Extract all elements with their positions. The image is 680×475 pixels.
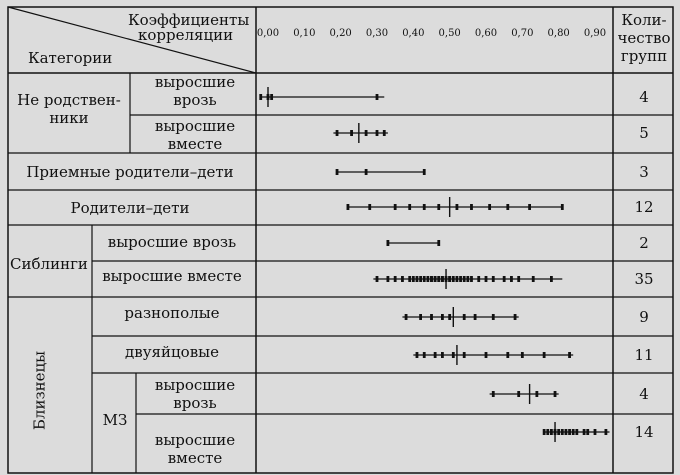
data-point [416, 276, 419, 282]
group-nonrelatives-line2: ники [49, 109, 89, 127]
data-point [434, 276, 437, 282]
data-point [561, 204, 564, 210]
data-point [426, 276, 429, 282]
data-point [506, 352, 509, 358]
header-count-line1: Коли- [621, 11, 667, 29]
data-point [387, 276, 390, 282]
row-label-9-line2: вместе [167, 449, 223, 467]
group-count-value: 14 [634, 423, 654, 441]
row-label-5: выросшие вместе [102, 267, 242, 285]
data-point [557, 429, 560, 435]
data-point [485, 276, 488, 282]
data-point [459, 276, 462, 282]
data-point [463, 276, 466, 282]
x-tick-label: 0,20 [329, 28, 352, 39]
data-point [532, 276, 535, 282]
row-label-9-line1: выросшие [154, 431, 236, 449]
data-point [477, 276, 480, 282]
data-point [466, 276, 469, 282]
group-siblings-label: Сиблинги [10, 255, 88, 273]
data-point [492, 391, 495, 397]
row-label-8-line2: врозь [173, 394, 217, 412]
x-tick-label: 0,90 [583, 28, 607, 39]
group-count-value: 4 [639, 385, 649, 403]
data-point [517, 391, 520, 397]
group-count-value: 4 [639, 88, 649, 106]
x-tick-label: 0,10 [293, 28, 316, 39]
row-label-1-line2: вместе [167, 135, 223, 153]
data-point [430, 314, 433, 320]
data-point [492, 314, 495, 320]
data-point [376, 94, 379, 100]
data-point [535, 391, 538, 397]
data-point [394, 204, 397, 210]
data-point [365, 169, 368, 175]
data-point [568, 352, 571, 358]
data-point [347, 204, 350, 210]
row-label-3: Родители–дети [70, 199, 190, 217]
data-point [528, 204, 531, 210]
group-count-value: 9 [639, 308, 649, 326]
data-point [350, 130, 353, 136]
data-point [456, 204, 459, 210]
group-count-value: 11 [634, 346, 654, 364]
header-count-line2: чество [617, 29, 671, 47]
data-point [463, 314, 466, 320]
group-count-value: 2 [639, 234, 649, 252]
data-point [575, 429, 578, 435]
data-point [383, 130, 386, 136]
data-point [474, 314, 477, 320]
data-point [561, 429, 564, 435]
row-label-0-line2: врозь [173, 91, 217, 109]
data-point [448, 276, 451, 282]
data-point [412, 276, 415, 282]
data-point [594, 429, 597, 435]
data-point [550, 276, 553, 282]
data-point [423, 169, 426, 175]
data-point [485, 352, 488, 358]
data-point [441, 276, 444, 282]
data-point [463, 352, 466, 358]
group-mz-label: МЗ [102, 411, 128, 429]
row-label-1-line1: выросшие [154, 117, 236, 135]
data-point [430, 276, 433, 282]
data-point [448, 314, 451, 320]
data-point [416, 352, 419, 358]
data-point [554, 391, 557, 397]
group-count-value: 35 [634, 270, 654, 288]
x-tick-label: 0,80 [547, 28, 570, 39]
data-point [336, 169, 339, 175]
header-coefficients-label: Коэффициенты [128, 11, 250, 29]
data-point [488, 204, 491, 210]
data-point [550, 429, 553, 435]
data-point [401, 276, 404, 282]
data-point [510, 276, 513, 282]
data-point [568, 429, 571, 435]
data-point [517, 276, 520, 282]
group-count-value: 3 [639, 163, 649, 181]
data-point [437, 276, 440, 282]
data-point [543, 429, 546, 435]
data-point [546, 429, 549, 435]
data-point [586, 429, 589, 435]
data-point [565, 429, 568, 435]
row-label-6: разнополые [124, 304, 220, 322]
data-point [376, 276, 379, 282]
data-point [583, 429, 586, 435]
data-point [452, 352, 455, 358]
group-count-value: 5 [639, 124, 649, 142]
data-point [437, 240, 440, 246]
data-point [408, 204, 411, 210]
row-label-0-line1: выросшие [154, 73, 236, 91]
data-point [506, 204, 509, 210]
x-tick-label: 0,60 [474, 28, 498, 39]
data-point [419, 276, 422, 282]
group-nonrelatives-line1: Не родствен- [17, 91, 121, 109]
data-point [434, 352, 437, 358]
data-point [423, 352, 426, 358]
data-point [408, 276, 411, 282]
x-tick-label: 0,30 [365, 28, 389, 39]
data-point [470, 204, 473, 210]
data-point [259, 94, 262, 100]
data-point [270, 94, 273, 100]
data-point [492, 276, 495, 282]
data-point [605, 429, 608, 435]
data-point [365, 130, 368, 136]
data-point [336, 130, 339, 136]
data-point [423, 276, 426, 282]
header-count-line3: групп [620, 47, 668, 65]
data-point [437, 204, 440, 210]
data-point [543, 352, 546, 358]
x-tick-label: 0,40 [402, 28, 425, 39]
header-categories-label: Категории [28, 49, 113, 67]
row-label-4: выросшие врозь [107, 233, 237, 251]
group-twins-label: Близнецы [30, 350, 49, 431]
row-label-2: Приемные родители–дети [26, 163, 234, 181]
x-tick-label: 0,00 [256, 28, 280, 39]
data-point [503, 276, 506, 282]
row-label-7: двуяйцовые [125, 343, 219, 361]
data-point [387, 240, 390, 246]
data-point [441, 352, 444, 358]
data-point [419, 314, 422, 320]
data-point [514, 314, 517, 320]
data-point [368, 204, 371, 210]
data-point [452, 276, 455, 282]
row-label-8-line1: выросшие [154, 376, 236, 394]
data-point [521, 352, 524, 358]
data-point [394, 276, 397, 282]
x-tick-label: 0,70 [511, 28, 534, 39]
data-point [376, 130, 379, 136]
group-count-value: 12 [634, 198, 654, 216]
data-point [572, 429, 575, 435]
x-tick-label: 0,50 [438, 28, 461, 39]
data-point [405, 314, 408, 320]
data-point [441, 314, 444, 320]
data-point [423, 204, 426, 210]
header-correlation-label: корреляции [138, 26, 234, 44]
data-point [456, 276, 459, 282]
data-point [470, 276, 473, 282]
